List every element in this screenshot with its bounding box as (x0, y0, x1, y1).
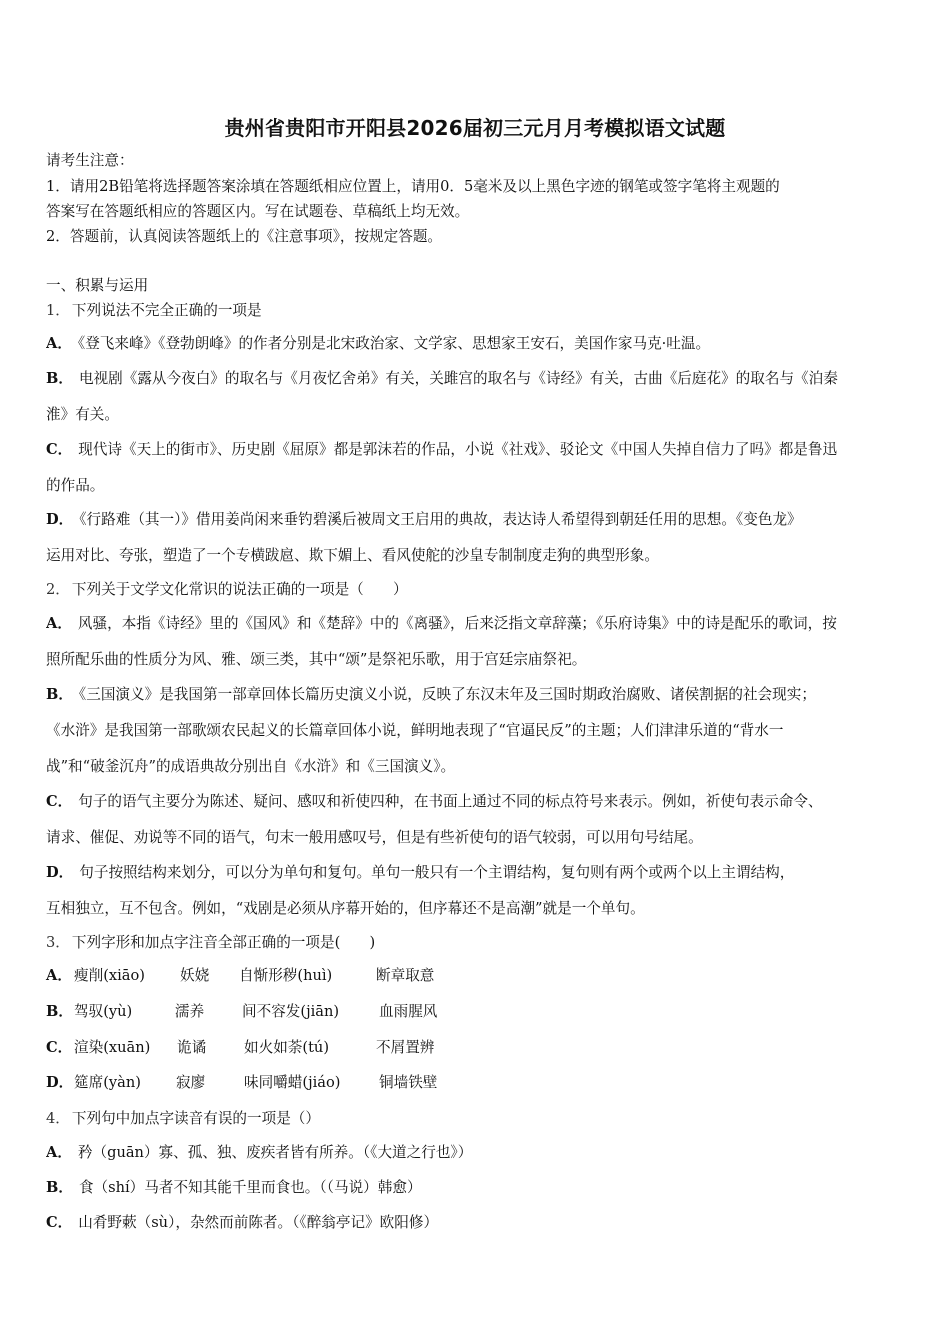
q2-option-d (46, 863, 916, 883)
q3-option-d-item-1: 筵席(yàn) (74, 1074, 141, 1091)
q4-stem-text: 下列句中加点字读音有误的一项是（） (71, 1110, 320, 1127)
q3-option-a (46, 965, 646, 987)
q1-option-a-label: A． (46, 335, 72, 352)
q2-stem-text: 下列关于文学文化常识的说法正确的一项是（ ） (71, 581, 408, 598)
q3-option-a-item-1: 瘦削(xiāo) (74, 967, 145, 984)
q3-stem-text: 下列字形和加点字注音全部正确的一项是( ) (71, 934, 376, 951)
q3-option-b-item-1: 驾驭(yù) (74, 1003, 133, 1020)
q1-option-c (46, 440, 916, 460)
q2-option-c-text-1: 句子的语气主要分为陈述、疑问、感叹和祈使四种，在书面上通过不同的标点符号来表示。例如，祈使句表示命令、 (78, 793, 823, 810)
q3-option-c-item-1: 渲染(xuān) (74, 1039, 151, 1056)
q4-option-c-label: C． (46, 1214, 73, 1231)
q2-option-c-label: C． (46, 793, 73, 810)
q3-option-d-item-3: 味同嚼蜡(jiáo) (244, 1074, 341, 1091)
q1-option-b-label: B． (46, 370, 73, 387)
q2-option-b-label: B． (46, 686, 73, 703)
q1-option-a (46, 334, 916, 354)
q1-stem (46, 301, 916, 321)
q2-option-d-text-2: 互相独立，互不包含。例如，“戏剧是必须从序幕开始的，但序幕还不是高潮”就是一个单句。 (46, 900, 645, 917)
q2-option-c-text-2: 请求、催促、劝说等不同的语气，句末一般用感叹号，但是有些祈使句的语气较弱，可以用句号结尾。 (46, 829, 703, 846)
q3-option-c-item-4: 不屑置辨 (376, 1039, 435, 1056)
q1-option-d-label: D． (46, 511, 74, 528)
q3-option-c (46, 1037, 646, 1059)
q4-option-c-text: 山肴野蔌（sù），杂然而前陈者。（《醉翁亭记》欧阳修） (78, 1214, 439, 1231)
q1-option-c-text-1: 现代诗《天上的街市》、历史剧《屈原》都是郭沫若的作品，小说《社戏》、驳论文《中国人失掉自信力了吗》都是鲁迅 (78, 441, 838, 458)
section-heading: 一、积累与运用 (46, 277, 149, 294)
q2-stem (46, 580, 916, 600)
q4-option-b (46, 1178, 916, 1198)
notice-line-2: 答案写在答题纸相应的答题区内。写在试题卷、草稿纸上均无效。 (46, 203, 470, 220)
q2-option-b-text-2: 《水浒》是我国第一部歌颂农民起义的长篇章回体小说，鲜明地表现了“官逼民反”的主题；人们津津乐道的“背水一 (46, 722, 784, 739)
q1-option-d (46, 510, 916, 530)
q2-option-a-label: A． (46, 615, 72, 632)
q3-option-c-label: C． (46, 1039, 73, 1056)
q3-option-a-item-3: 自惭形秽(huì) (239, 967, 333, 984)
q4-option-a (46, 1143, 916, 1163)
q4-number: 4． (46, 1110, 70, 1127)
q2-option-d-label: D． (46, 864, 74, 881)
q1-option-b-text-1: 电视剧《露从今夜白》的取名与《月夜忆舍弟》有关，关雎宫的取名与《诗经》有关，古曲《后庭花》的取名与《泊秦 (78, 370, 838, 387)
q3-option-b-item-3: 间不容发(jiān) (242, 1003, 340, 1020)
q4-option-b-text: 食（shí）马者不知其能千里而食也。（（马说）韩愈） (78, 1179, 422, 1196)
q3-option-d-item-4: 铜墙铁壁 (379, 1074, 438, 1091)
q3-stem (46, 933, 916, 953)
q2-option-a-text-1: 风骚，本指《诗经》里的《国风》和《楚辞》中的《离骚》，后来泛指文章辞藻；《乐府诗集》中的诗是配乐的歌词，按 (77, 615, 837, 632)
q1-stem-text: 下列说法不完全正确的一项是 (71, 302, 262, 319)
q4-option-a-text: 矜（guān）寡、孤、独、废疾者皆有所养。（《大道之行也》） (77, 1144, 473, 1161)
q2-option-b-text-3: 战”和“破釜沉舟”的成语典故分别出自《水浒》和《三国演义》。 (46, 758, 456, 775)
q1-option-d-text-2: 运用对比、夸张，塑造了一个专横跋扈、欺下媚上、看风使舵的沙皇专制制度走狗的典型形象。 (46, 547, 659, 564)
notice-line-1: 1．请用2B铅笔将选择题答案涂填在答题纸相应位置上，请用0．5毫米及以上黑色字迹的钢笔或签字笔将主观题的 (46, 178, 780, 195)
q2-number: 2． (46, 581, 70, 598)
q1-number: 1． (46, 302, 70, 319)
q3-option-a-item-4: 断章取意 (376, 967, 435, 984)
q3-option-c-item-2: 诡谲 (177, 1039, 207, 1056)
q3-option-a-label: A． (46, 967, 72, 984)
q4-option-c (46, 1213, 916, 1233)
q2-option-b-text-1: 《三国演义》是我国第一部章回体长篇历史演义小说，反映了东汉末年及三国时期政治腐败、诸侯割据的社会现实； (78, 686, 816, 703)
q3-option-b-item-2: 濡养 (175, 1003, 205, 1020)
q3-option-d-label: D． (46, 1074, 74, 1091)
q2-option-b (46, 685, 916, 705)
q1-option-b (46, 369, 916, 389)
q4-option-a-label: A． (46, 1144, 72, 1161)
q2-option-a (46, 614, 916, 634)
page-title: 贵州省贵阳市开阳县2026届初三元月月考模拟语文试题 (224, 116, 726, 140)
q2-option-c (46, 792, 916, 812)
q3-option-b-item-4: 血雨腥风 (379, 1003, 438, 1020)
q2-option-a-text-2: 照所配乐曲的性质分为风、雅、颂三类，其中“颂”是祭祀乐歌，用于宫廷宗庙祭祀。 (46, 651, 587, 668)
q1-option-a-text: 《登飞来峰》《登勃朗峰》的作者分别是北宋政治家、文学家、思想家王安石，美国作家马克·吐温。 (77, 335, 711, 352)
q1-option-d-text-1: 《行路难（其一）》借用姜尚闲来垂钓碧溪后被周文王启用的典故，表达诗人希望得到朝廷任用的思想。《变色龙》 (79, 511, 802, 528)
q3-option-c-item-3: 如火如荼(tú) (244, 1039, 330, 1056)
q3-option-d-item-2: 寂廖 (176, 1074, 206, 1091)
q3-option-d (46, 1072, 646, 1094)
q1-option-c-label: C． (46, 441, 73, 458)
q3-option-b (46, 1001, 646, 1023)
q2-option-d-text-1: 句子按照结构来划分，可以分为单句和复句。单句一般只有一个主谓结构，复句则有两个或两个以上主谓结构， (79, 864, 795, 881)
q3-number: 3． (46, 934, 70, 951)
notice-heading: 请考生注意： (46, 152, 134, 169)
q1-option-c-text-2: 的作品。 (46, 477, 105, 494)
q4-stem (46, 1109, 916, 1129)
q4-option-b-label: B． (46, 1179, 73, 1196)
notice-line-3: 2．答题前，认真阅读答题纸上的《注意事项》，按规定答题。 (46, 228, 443, 245)
q1-option-b-text-2: 淮》有关。 (46, 406, 119, 423)
q3-option-a-item-2: 妖娆 (180, 967, 210, 984)
q3-option-b-label: B． (46, 1003, 73, 1020)
